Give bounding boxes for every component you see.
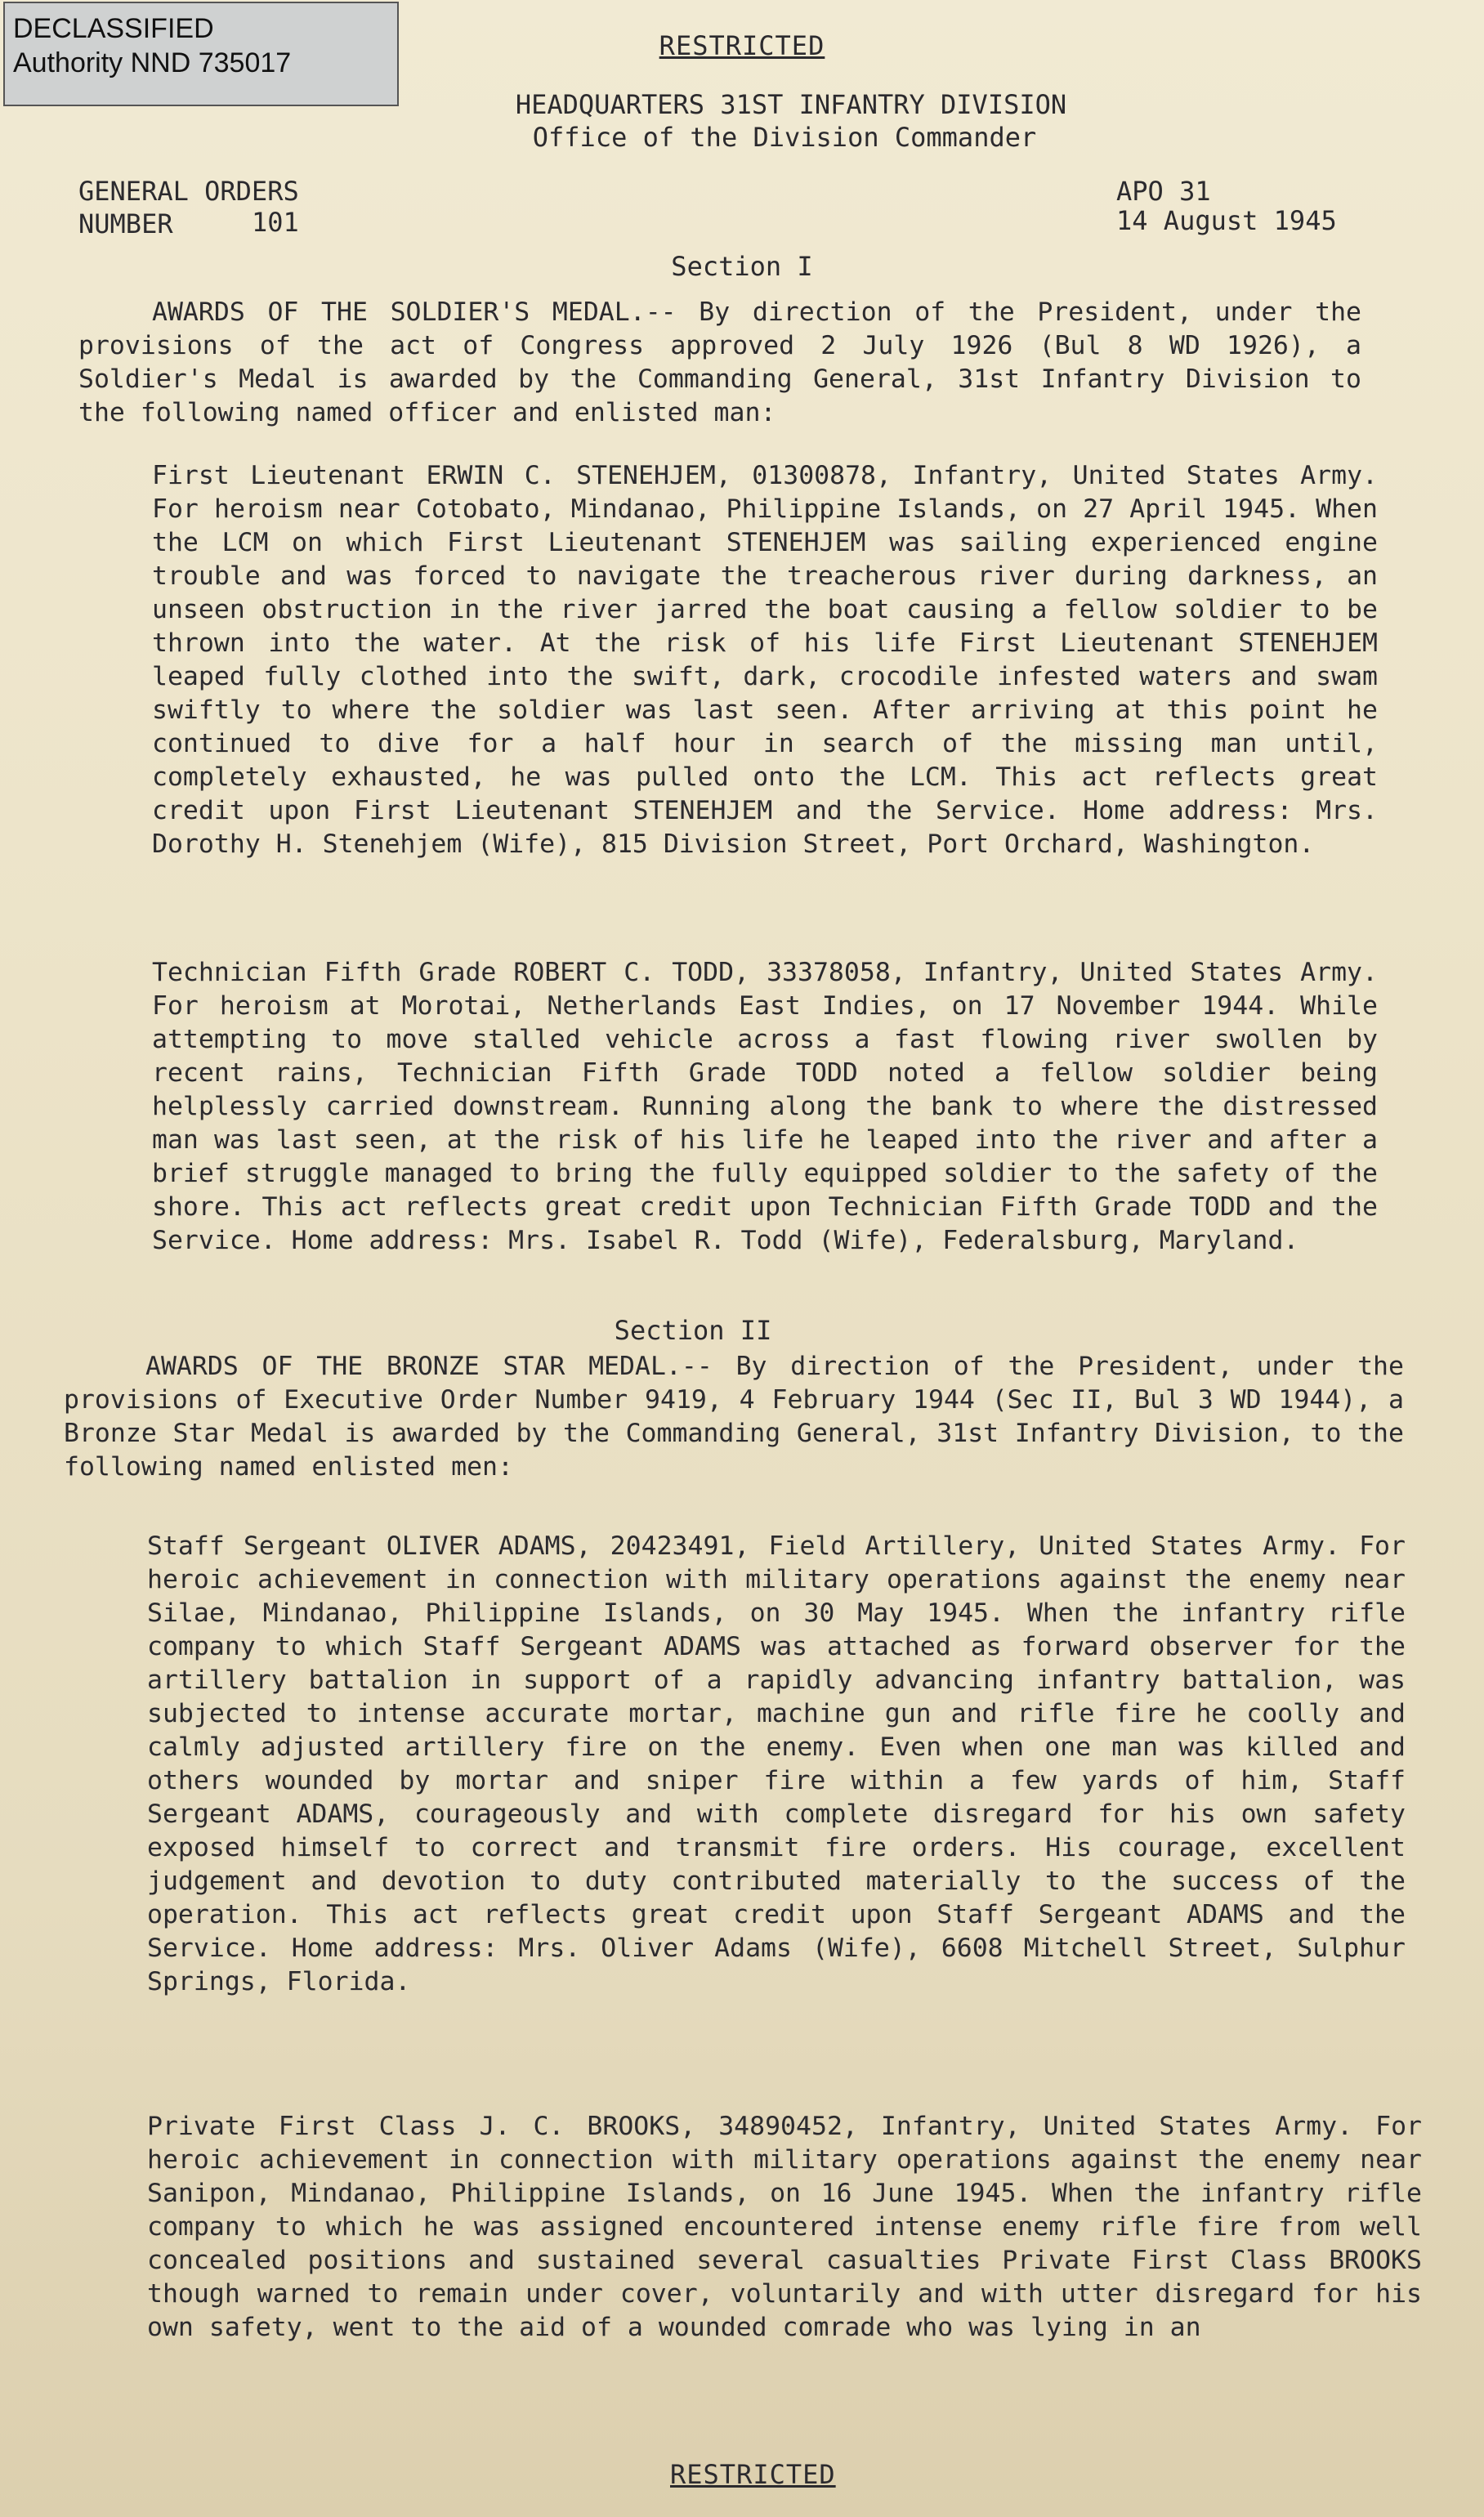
order-date: 14 August 1945: [1116, 205, 1337, 236]
apo-label: APO 31: [1116, 176, 1211, 207]
citation-stenehjem: [152, 459, 1378, 861]
number-label: NUMBER: [78, 208, 173, 239]
general-orders-label: GENERAL ORDERS: [78, 176, 299, 207]
stamp-line-1: DECLASSIFIED: [13, 13, 214, 44]
citation-todd-text: Technician Fifth Grade ROBERT C. TODD, 33378058, Infantry, United States Army. For heroism at Morotai, Netherlands East Indies, on 17 November 1944. While attempting to move stalled vehicle across a fast flowing river swollen by recent rains, Technician Fifth Grade TODD noted a fellow soldier being helplessly carried downstream. Running along the bank to where the distressed man was last seen, at the risk of his life he leaped into the river and after a brief struggle managed to bring the fully equipped soldier to the safety of the shore. This act reflects great credit upon Technician Fifth Grade TODD and the Service. Home address: Mrs. Isabel R. Todd (Wife), Federalsburg, Maryland.: [152, 958, 1378, 1255]
classification-top: RESTRICTED: [659, 30, 825, 61]
citation-brooks-text: Private First Class J. C. BROOKS, 34890452, Infantry, United States Army. For heroic achievement in connection with military operations against the enemy near Sanipon, Mindanao, Philippine Islands, on 16 June 1945. When the infantry rifle company to which he was assigned encountered intense enemy rifle fire from well concealed positions and sustained several casualties Private First Class BROOKS though warned to remain under cover, voluntarily and with utter disregard for his own safety, went to the aid of a wounded comrade who was lying in an: [147, 2112, 1422, 2342]
section-2-intro: [64, 1350, 1404, 1484]
citation-adams: [147, 1530, 1406, 1999]
stamp-line-2: Authority NND 735017: [13, 47, 292, 78]
section-1-heading: Section I: [671, 251, 813, 282]
citation-brooks: [147, 2110, 1422, 2345]
section-1-intro-text: AWARDS OF THE SOLDIER'S MEDAL.-- By direction of the President, under the provisions of the act of Congress approved 2 July 1926 (Bul 8 WD 1926), a Soldier's Medal is awarded by the Commanding General, 31st Infantry Division to the following named officer and enlisted man:: [78, 297, 1361, 427]
number-value: 101: [252, 207, 299, 238]
citation-todd: [152, 956, 1378, 1258]
office-title: Office of the Division Commander: [532, 122, 1037, 153]
section-2-heading: Section II: [614, 1315, 772, 1346]
classification-bottom: RESTRICTED: [670, 2459, 836, 2490]
section-2-intro-text: AWARDS OF THE BRONZE STAR MEDAL.-- By direction of the President, under the provisions of Executive Order Number 9419, 4 February 1944 (Sec II, Bul 3 WD 1944), a Bronze Star Medal is awarded by the Commanding General, 31st Infantry Division, to the following named enlisted men:: [64, 1352, 1404, 1482]
citation-adams-text: Staff Sergeant OLIVER ADAMS, 20423491, Field Artillery, United States Army. For heroic achievement in connection with military operations against the enemy near Silae, Mindanao, Philippine Islands, on 30 May 1945. When the infantry rifle company to which Staff Sergeant ADAMS was attached as forward observer for the artillery battalion in support of a rapidly advancing infantry battalion, was subjected to intense accurate mortar, machine gun and rifle fire he coolly and calmly adjusted artillery fire on the enemy. Even when one man was killed and others wounded by mortar and sniper fire within a few yards of him, Staff Sergeant ADAMS, courageously and with complete disregard for his own safety exposed himself to correct and transmit fire orders. His courage, excellent judgement and devotion to duty contributed materially to the success of the operation. This act reflects great credit upon Staff Sergeant ADAMS and the Service. Home address: Mrs. Oliver Adams (Wife), 6608 Mitchell Street, Sulphur Springs, Florida.: [147, 1531, 1406, 1996]
headquarters-title: HEADQUARTERS 31ST INFANTRY DIVISION: [515, 89, 1067, 120]
citation-stenehjem-text: First Lieutenant ERWIN C. STENEHJEM, 01300878, Infantry, United States Army. For heroism near Cotobato, Mindanao, Philippine Islands, on 27 April 1945. When the LCM on which First Lieutenant STENEHJEM was sailing experienced engine trouble and was forced to navigate the treacherous river during darkness, an unseen obstruction in the river jarred the boat causing a fellow soldier to be thrown into the water. At the risk of his life First Lieutenant STENEHJEM leaped fully clothed into the swift, dark, crocodile infested waters and swam swiftly to where the soldier was last seen. After arriving at this point he continued to dive for a half hour in search of the missing man until, completely exhausted, he was pulled onto the LCM. This act reflects great credit upon First Lieutenant STENEHJEM and the Service. Home address: Mrs. Dorothy H. Stenehjem (Wife), 815 Division Street, Port Orchard, Washington.: [152, 461, 1378, 859]
section-1-intro: [78, 296, 1361, 430]
